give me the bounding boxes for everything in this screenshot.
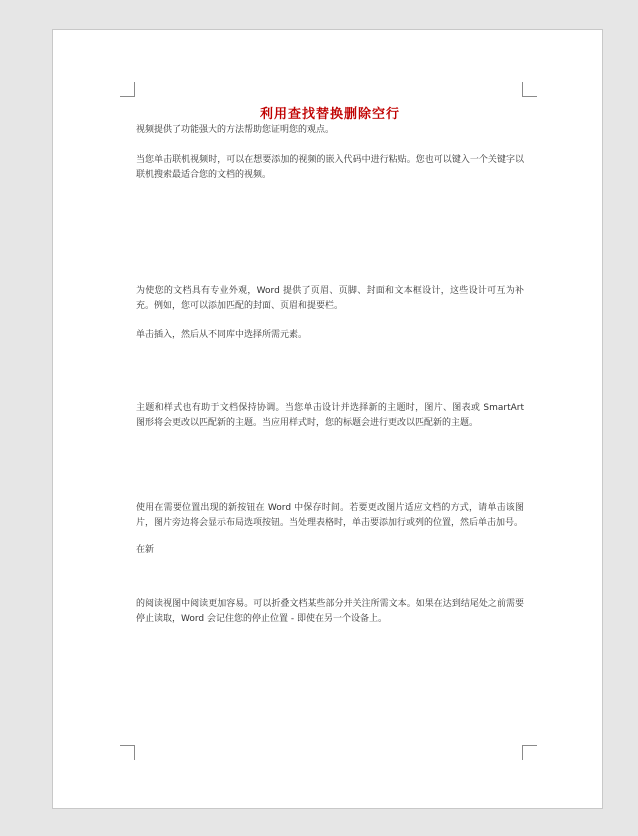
- document-page[interactable]: [52, 29, 603, 809]
- paragraph-8[interactable]: 的阅读视图中阅读更加容易。可以折叠文档某些部分并关注所需文本。如果在达到结尾处之前需要停止读取，Word 会记住您的停止位置 - 即使在另一个设备上。: [136, 599, 524, 624]
- paragraph-4[interactable]: 单击插入，然后从不同库中选择所需元素。: [136, 330, 308, 340]
- document-title[interactable]: 利用查找替换删除空行: [259, 107, 400, 122]
- paragraph-3[interactable]: 为使您的文档具有专业外观，Word 提供了页眉、页脚、封面和文本框设计，这些设计可互为补充。例如，您可以添加匹配的封面、页眉和提要栏。: [136, 286, 524, 311]
- paragraph-6[interactable]: 使用在需要位置出现的新按钮在 Word 中保存时间。若要更改图片适应文档的方式，请单击该图片，图片旁边将会显示布局选项按钮。当处理表格时，单击要添加行或列的位置，然后单击加号。: [136, 503, 524, 528]
- paragraph-7[interactable]: 在新: [136, 545, 155, 555]
- margin-corner-top-left: [120, 82, 135, 97]
- paragraph-2[interactable]: 当您单击联机视频时，可以在想要添加的视频的嵌入代码中进行粘贴。您也可以键入一个关键字以联机搜索最适合您的文档的视频。: [136, 155, 524, 180]
- paragraph-5[interactable]: 主题和样式也有助于文档保持协调。当您单击设计并选择新的主题时，图片、图表或 SmartArt 图形将会更改以匹配新的主题。当应用样式时，您的标题会进行更改以匹配新的主题。: [136, 403, 524, 428]
- margin-corner-top-right: [522, 82, 537, 97]
- paragraph-1[interactable]: 视频提供了功能强大的方法帮助您证明您的观点。: [136, 125, 335, 135]
- margin-corner-bottom-left: [120, 745, 135, 760]
- margin-corner-bottom-right: [522, 745, 537, 760]
